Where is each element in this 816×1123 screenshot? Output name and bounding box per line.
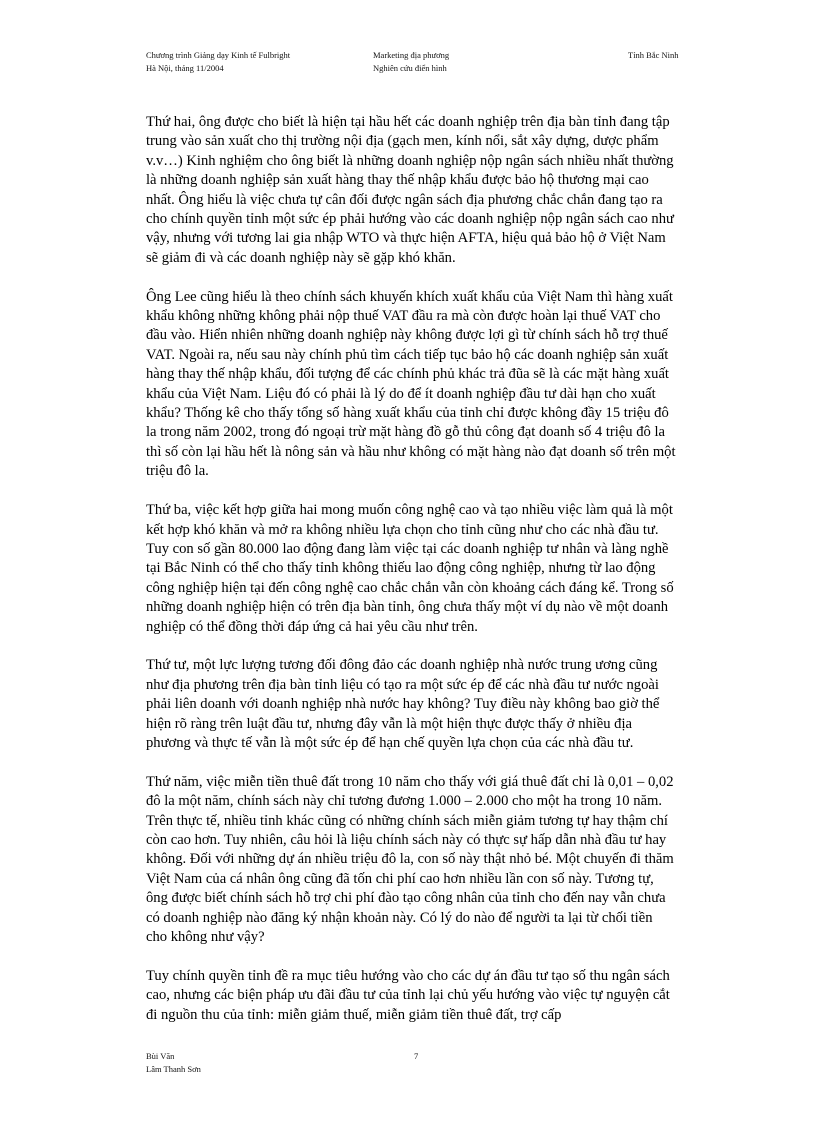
footer-author-2: Lâm Thanh Sơn <box>146 1064 201 1074</box>
header-left <box>146 49 290 75</box>
header-date: Hà Nội, tháng 11/2004 <box>146 63 224 73</box>
paragraph: Thứ hai, ông được cho biết là hiện tại hầu hết các doanh nghiệp trên địa bàn tỉnh đang tập trung vào sản xuất cho thị trường nội địa (gạch men, kính nổi, sắt xây dựng, dược phẩm v.v…) Kinh nghiệm cho ông biết là những doanh nghiệp nộp ngân sách nhiều nhất thường là những doanh nghiệp sản xuất hàng thay thế nhập khẩu được bảo hộ thương mại cao nhất. Ông hiểu là việc chưa tự cân đối được ngân sách địa phương chắc chắn đang tạo ra cho chính quyền tỉnh một sức ép phải hướng vào các doanh nghiệp nộp ngân sách cao như vậy, nhưng với tương lai gia nhập WTO và thực hiện AFTA, hiệu quả bảo hộ ở Việt Nam sẽ giảm đi và các doanh nghiệp này sẽ gặp khó khăn. <box>146 114 674 266</box>
header-center <box>373 49 449 75</box>
paragraph: Thứ ba, việc kết hợp giữa hai mong muốn công nghệ cao và tạo nhiều việc làm quả là một kết hợp khó khăn và mở ra không nhiều lựa chọn cho tỉnh cũng như cho các nhà đầu tư. Tuy con số gần 80.000 lao động đang làm việc tại các doanh nghiệp tư nhân và làng nghề tại Bắc Ninh có thể cho thấy tỉnh không thiếu lao động công nghiệp, nhưng từ lao động công nghiệp hiện tại đến công nghệ cao chắc chắn vẫn còn khoảng cách đáng kể. Trong số những doanh nghiệp hiện có trên địa bàn tỉnh, ông chưa thấy một ví dụ nào về một doanh nghiệp có thể đồng thời đáp ứng cả hai yêu cầu như trên. <box>146 502 674 635</box>
header-course: Marketing địa phương <box>373 50 450 60</box>
header-program: Chương trình Giảng dạy Kinh tế Fulbright <box>146 50 291 60</box>
paragraph: Tuy chính quyền tỉnh đề ra mục tiêu hướng vào cho các dự án đầu tư tạo số thu ngân sách cao, nhưng các biện pháp ưu đãi đầu tư của tỉnh lại chủ yếu hướng vào việc tự nguyện cắt đi nguồn thu của tỉnh: miễn giảm thuế, miễn giảm tiền thuê đất, trợ cấp <box>146 967 670 1023</box>
page-number: 7 <box>414 1051 419 1061</box>
header-province: Tỉnh Bắc Ninh <box>628 50 679 60</box>
footer-author-1: Bùi Văn <box>146 1051 175 1061</box>
paragraph: Ông Lee cũng hiểu là theo chính sách khuyến khích xuất khẩu của Việt Nam thì hàng xuất khẩu không những không phải nộp thuế VAT đầu ra mà còn được hoàn lại thuế VAT cho đầu vào. Hiển nhiên những doanh nghiệp này không được lợi gì từ chính sách hỗ trợ thuế VAT. Ngoài ra, nếu sau này chính phủ tìm cách tiếp tục bảo hộ các doanh nghiệp sản xuất hàng thay thế nhập khẩu, đối tượng để các chính phủ khác trả đũa sẽ là các mặt hàng xuất khẩu của Việt Nam. Liệu đó có phải là lý do để ít doanh nghiệp đầu tư dài hạn cho xuất khẩu? Thống kê cho thấy tổng số hàng xuất khẩu của tỉnh chỉ được không đầy 15 triệu đô la trong năm 2002, trong đó ngoại trừ mặt hàng đồ gỗ thủ công đạt doanh số 4 triệu đô la thì số còn lại hầu hết là nông sản và hầu như không có mặt hàng nào đạt doanh số trên một triệu đô la. <box>146 288 676 480</box>
footer-authors <box>146 1050 201 1076</box>
document-body <box>146 113 676 1044</box>
paragraph: Thứ tư, một lực lượng tương đối đông đảo các doanh nghiệp nhà nước trung ương cũng như địa phương trên địa bàn tỉnh liệu có tạo ra một sức ép để các nhà đầu tư nước ngoài phải liên doanh với doanh nghiệp nhà nước hay không? Tuy điều này không bao giờ thể hiện rõ ràng trên luật đầu tư, nhưng đây vẫn là một hiện thực được thấy ở nhiều địa phương và thực tế vẫn là một sức ép để hạn chế quyền lựa chọn của các nhà đầu tư. <box>146 657 660 751</box>
paragraph: Thứ năm, việc miễn tiền thuê đất trong 10 năm cho thấy với giá thuê đất chỉ là 0,01 – 0,02 đô la một năm, chính sách này chỉ tương đương 1.000 – 2.000 cho một ha trong 10 năm. Trên thực tế, nhiều tỉnh khác cũng có những chính sách miễn giảm tương tự hay thậm chí còn cao hơn. Tuy nhiên, câu hỏi là liệu chính sách này có thực sự hấp dẫn nhà đầu tư hay không. Đối với những dự án nhiều triệu đô la, con số này thật nhỏ bé. Một chuyến đi thăm Việt Nam của cá nhân ông cũng đã tốn chi phí cao hơn nhiều lần con số này. Tương tự, ông được biết chính sách hỗ trợ chi phí đào tạo công nhân của tỉnh cho đến nay vẫn chưa có doanh nghiệp nào đăng ký nhận khoản này. Có lý do nào để người ta lại từ chối tiền cho không như vậy? <box>146 773 674 945</box>
header-right <box>628 49 679 62</box>
header-case-type: Nghiên cứu điển hình <box>373 63 447 73</box>
